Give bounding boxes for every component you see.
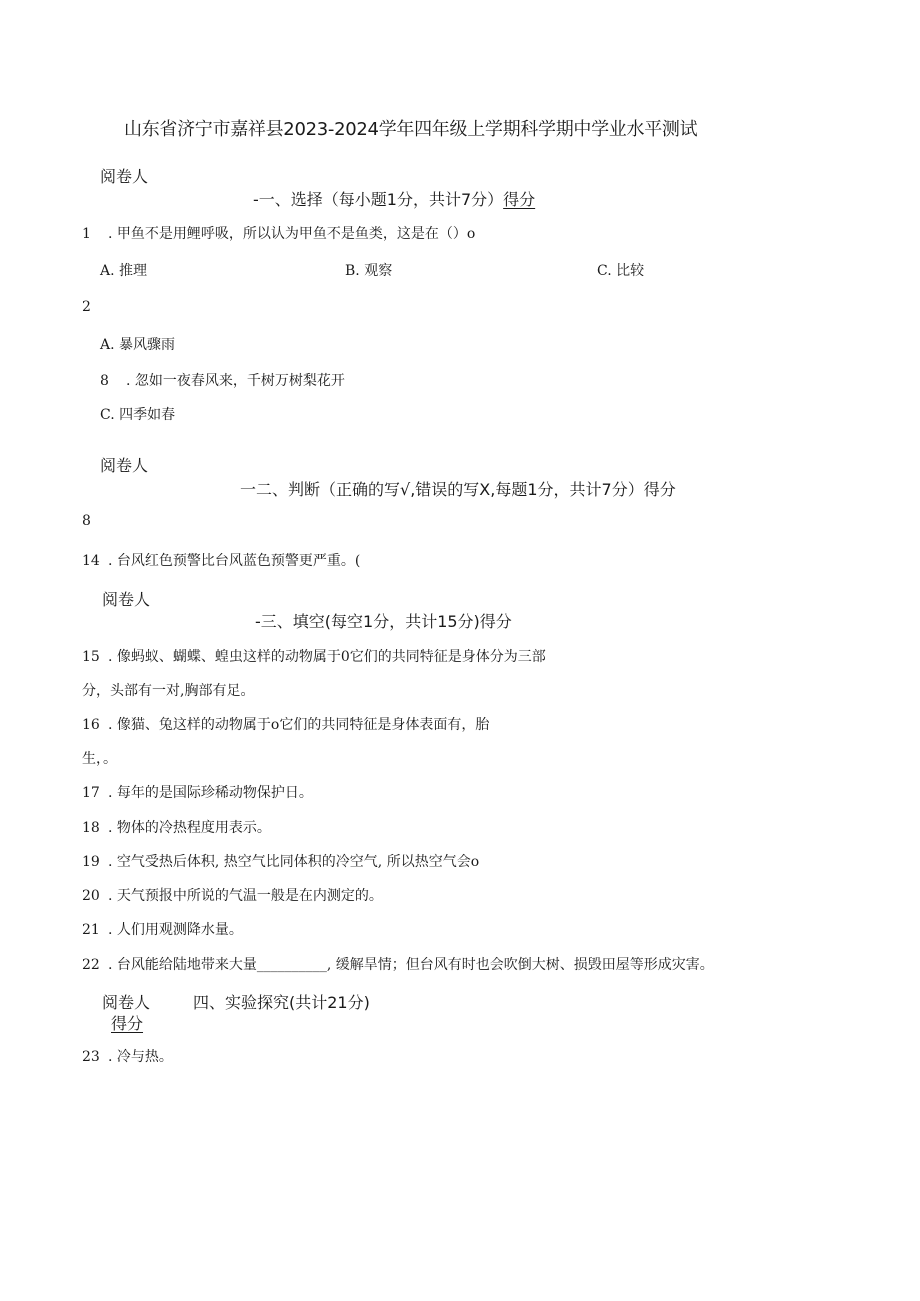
question-22 [82, 954, 714, 974]
question-number: 20 [82, 888, 100, 904]
question-text: . 空气受热后体积, 热空气比同体积的冷空气, 所以热空气会o [108, 854, 480, 870]
reviewer-label: 阅卷人 [102, 993, 151, 1012]
question-number: 2 [82, 299, 91, 315]
question-text: . 物体的冷热程度用表示。 [108, 820, 271, 836]
reviewer-label: 阅卷人 [100, 167, 149, 186]
question-text: . 台风红色预警比台风蓝色预警更严重。( [108, 553, 361, 569]
question-15 [82, 646, 546, 666]
question-number: 21 [82, 922, 100, 938]
question-16 [82, 714, 489, 734]
question-17 [82, 782, 313, 802]
question-text: . 天气预报中所说的气温一般是在内测定的。 [108, 888, 383, 904]
question-number: 14 [82, 553, 100, 569]
question-text: . 人们用观测降水量。 [108, 922, 243, 938]
question-14 [82, 550, 360, 570]
section-heading [253, 187, 535, 210]
question-number: 8 [82, 513, 91, 529]
question-continuation: 生，。 [82, 751, 117, 767]
question-text: . 冷与热。 [108, 1049, 173, 1065]
question-number: 1 [82, 226, 91, 242]
question-1 [82, 223, 475, 243]
question-text: . 像猫、兔这样的动物属于o它们的共同特征是身体表面有，胎 [108, 717, 490, 733]
section-heading: -三、填空(每空1分，共计15分)得分 [255, 612, 512, 631]
question-text: . 甲鱼不是用鲤呼吸，所以认为甲鱼不是鱼类，这是在（）o [108, 226, 476, 242]
option-a: A. 暴风骤雨 [100, 337, 176, 353]
question-number: 22 [82, 957, 100, 973]
question-number: 16 [82, 717, 100, 733]
question-20 [82, 885, 383, 905]
reviewer-label: 阅卷人 [100, 456, 149, 475]
question-text: . 每年的是国际珍稀动物保护日。 [108, 785, 313, 801]
question-continuation: 分，头部有一对,胸部有足。 [82, 683, 255, 699]
page-title: 山东省济宁市嘉祥县2023-2024学年四年级上学期科学期中学业水平测试 [124, 119, 698, 140]
option-a: A. 推理 [100, 263, 148, 279]
question-18 [82, 817, 271, 837]
question-number: 15 [82, 649, 100, 665]
option-b: B. 观察 [345, 263, 393, 279]
question-text: . 像蚂蚁、蝴蝶、蝗虫这样的动物属于0它们的共同特征是身体分为三部 [108, 649, 546, 665]
score-label: 得分 [111, 1014, 144, 1033]
question-text: . 台风能给陆地带来大量__________, 缓解旱情；但台风有时也会吹倒大树、损毁田屋等形成灾害。 [108, 957, 714, 973]
question-number: 8 [100, 373, 109, 389]
question-number: 18 [82, 820, 100, 836]
section-heading: 四、实验探究(共计21分) [193, 993, 370, 1012]
section-heading: 一二、判断（正确的写√,错误的写X,每题1分，共计7分）得分 [240, 480, 676, 499]
option-c: C. 比较 [597, 263, 645, 279]
question-text: . 忽如一夜春风来，千树万树梨花开 [126, 373, 345, 389]
question-number: 23 [82, 1049, 100, 1065]
reviewer-label: 阅卷人 [102, 590, 151, 609]
question-8 [100, 370, 345, 390]
section-heading-text: -一、选择（每小题1分，共计7分） [253, 190, 504, 209]
question-21 [82, 919, 243, 939]
question-19 [82, 851, 479, 871]
option-c: C. 四季如春 [100, 407, 176, 423]
score-label: 得分 [503, 190, 536, 209]
question-number: 19 [82, 854, 100, 870]
question-23 [82, 1046, 173, 1066]
question-number: 17 [82, 785, 100, 801]
